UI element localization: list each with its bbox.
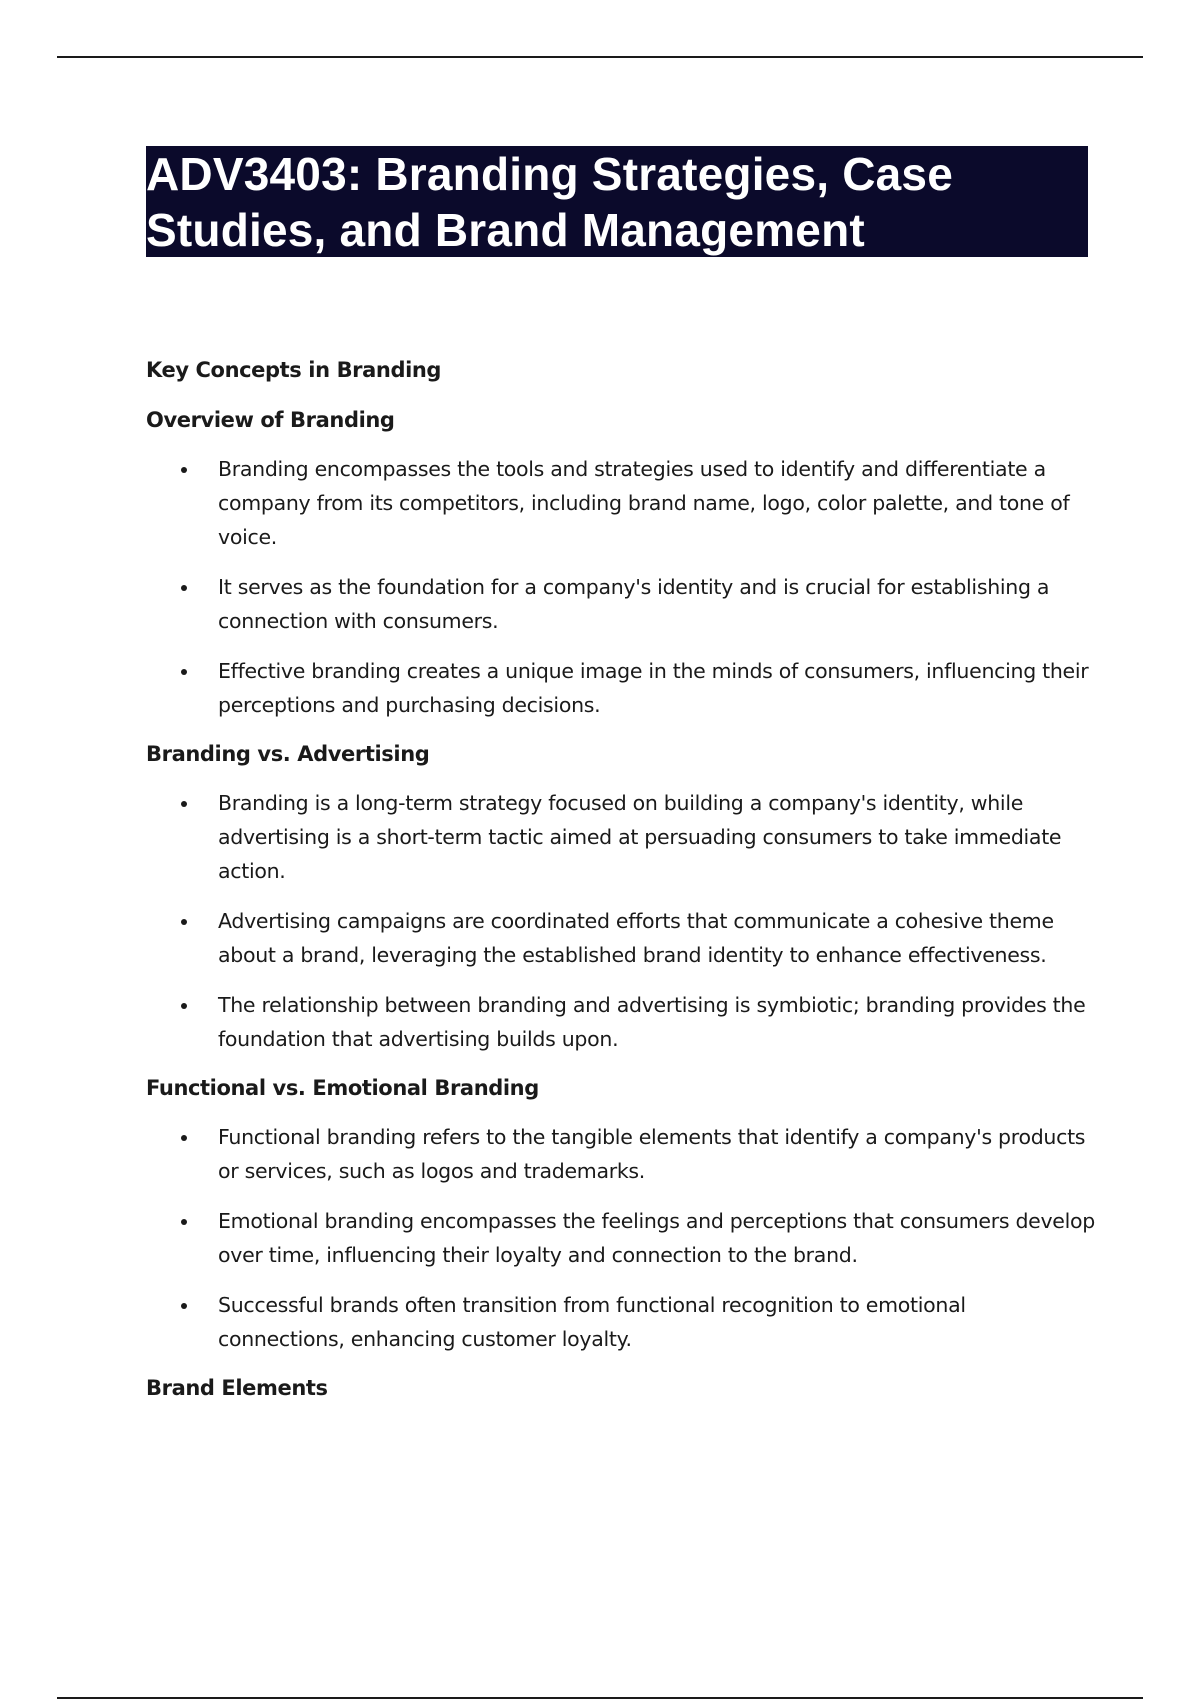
document-body: [146, 355, 1106, 1403]
footer-rule: [57, 1697, 1143, 1699]
subheading-overview: Overview of Branding: [146, 408, 395, 432]
list-item: [146, 1288, 1106, 1356]
list-item: [146, 452, 1106, 554]
bullet-icon: [181, 1135, 187, 1141]
list-item-text: Emotional branding encompasses the feelings and perceptions that consumers develop over time, influencing their loyalty and connection to the brand.: [218, 1209, 1095, 1267]
list-item: [146, 786, 1106, 888]
bullet-list-branding-vs-advertising: [146, 786, 1106, 1056]
document-title: ADV3403: Branding Strategies, Case Studies, and Brand Management: [146, 148, 953, 256]
bullet-list-functional-vs-emotional: [146, 1120, 1106, 1356]
list-item: [146, 654, 1106, 722]
bullet-icon: [181, 467, 187, 473]
bullet-icon: [181, 801, 187, 807]
list-item: [146, 988, 1106, 1056]
bullet-icon: [181, 1303, 187, 1309]
document-title-banner: [146, 146, 1088, 257]
bullet-icon: [181, 1003, 187, 1009]
list-item: [146, 904, 1106, 972]
section-title: Key Concepts in Branding: [146, 358, 442, 382]
list-item: [146, 570, 1106, 638]
subheading-functional-vs-emotional: Functional vs. Emotional Branding: [146, 1076, 539, 1100]
subheading-branding-vs-advertising: Branding vs. Advertising: [146, 742, 430, 766]
list-item-text: Successful brands often transition from functional recognition to emotional connections, enhancing customer loyalty.: [218, 1293, 966, 1351]
list-item-text: Effective branding creates a unique image in the minds of consumers, influencing their perceptions and purchasing decisions.: [218, 659, 1089, 717]
list-item-text: It serves as the foundation for a company's identity and is crucial for establishing a connection with consumers.: [218, 575, 1050, 633]
list-item-text: The relationship between branding and advertising is symbiotic; branding provides the foundation that advertising builds upon.: [218, 993, 1086, 1051]
list-item-text: Branding is a long-term strategy focused on building a company's identity, while advertising is a short-term tactic aimed at persuading consumers to take immediate action.: [218, 791, 1062, 883]
bullet-list-overview: [146, 452, 1106, 722]
bullet-icon: [181, 1219, 187, 1225]
list-item-text: Branding encompasses the tools and strategies used to identify and differentiate a company from its competitors, including brand name, logo, color palette, and tone of voice.: [218, 457, 1070, 549]
list-item: [146, 1204, 1106, 1272]
bullet-icon: [181, 669, 187, 675]
list-item-text: Functional branding refers to the tangible elements that identify a company's products or services, such as logos and trademarks.: [218, 1125, 1086, 1183]
list-item-text: Advertising campaigns are coordinated efforts that communicate a cohesive theme about a brand, leveraging the established brand identity to enhance effectiveness.: [218, 909, 1054, 967]
list-item: [146, 1120, 1106, 1188]
bullet-icon: [181, 919, 187, 925]
subheading-brand-elements: Brand Elements: [146, 1376, 328, 1400]
bullet-icon: [181, 585, 187, 591]
header-rule: [57, 56, 1143, 58]
